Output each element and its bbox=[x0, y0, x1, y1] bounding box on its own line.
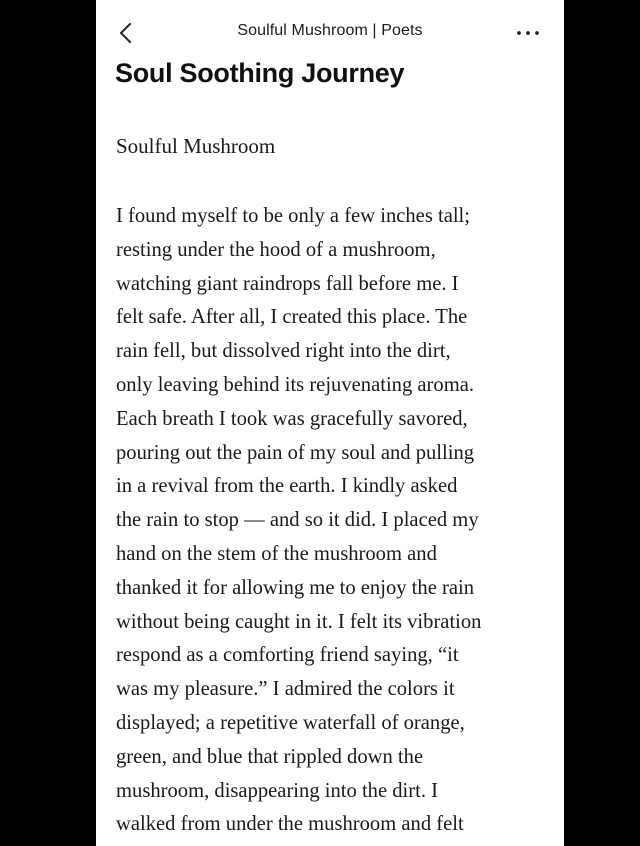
body-line: I found myself to be only a few inches tall; bbox=[116, 205, 471, 227]
body-line: resting under the hood of a mushroom, bbox=[116, 238, 436, 261]
body-line: felt safe. After all, I created this place. The bbox=[116, 306, 468, 329]
body-line: thanked it for allowing me to enjoy the rain bbox=[116, 576, 475, 599]
article-body bbox=[116, 200, 556, 842]
back-button[interactable] bbox=[114, 18, 142, 48]
body-line: watching giant raindrops fall before me. I bbox=[116, 272, 459, 295]
body-line: respond as a comforting friend saying, “it bbox=[116, 644, 459, 667]
body-line: without being caught in it. I felt its vibration bbox=[116, 610, 482, 633]
body-line: mushroom, disappearing into the dirt. I bbox=[116, 779, 439, 802]
publication-title: Soulful Mushroom | Poets bbox=[237, 22, 423, 39]
body-line: Each breath I took was gracefully savored, bbox=[116, 407, 468, 430]
article-title: Soul Soothing Journey bbox=[115, 58, 405, 88]
body-line: the rain to stop — and so it did. I placed my bbox=[116, 509, 479, 532]
body-line: green, and blue that rippled down the bbox=[116, 745, 424, 768]
body-line: displayed; a repetitive waterfall of orange, bbox=[116, 711, 465, 734]
body-line: only leaving behind its rejuvenating aroma. bbox=[116, 373, 475, 396]
body-line: hand on the stem of the mushroom and bbox=[116, 542, 437, 565]
article-screen bbox=[96, 0, 564, 846]
author-name: Soulful Mushroom bbox=[116, 134, 276, 158]
body-line: walked from under the mushroom and felt bbox=[116, 813, 464, 836]
more-options-button[interactable] bbox=[510, 18, 546, 48]
more-horizontal-icon bbox=[510, 18, 546, 48]
body-line: was my pleasure.” I admired the colors it bbox=[116, 678, 455, 701]
body-line: in a revival from the earth. I kindly asked bbox=[116, 475, 458, 498]
body-line: pouring out the pain of my soul and pulling bbox=[116, 441, 475, 464]
chevron-left-icon bbox=[114, 18, 142, 48]
body-line: rain fell, but dissolved right into the dirt, bbox=[116, 340, 451, 363]
top-nav-bar bbox=[96, 14, 564, 52]
